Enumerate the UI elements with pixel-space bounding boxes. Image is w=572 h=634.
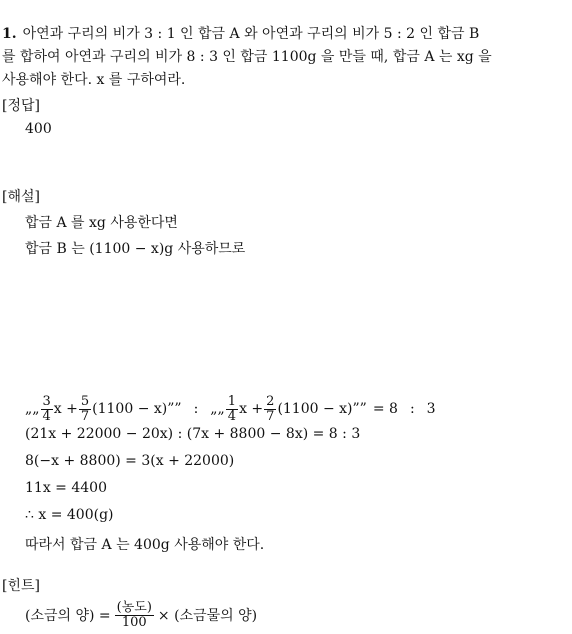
- solution-heading: [해설]: [2, 189, 40, 205]
- problem-text-1: 아연과 구리의 비가 3 : 1 인 합금 A 와 아연과 구리의 비가 5 : 2 인 합금 B: [22, 26, 480, 42]
- eq1-fraction-4: [264, 395, 276, 424]
- eq1-plus-1: x +: [53, 401, 78, 417]
- eq1-frac1-numerator: 3: [42, 393, 51, 409]
- eq1-tail-1: (1100 − x)””: [92, 401, 182, 417]
- eq1-frac2-numerator: 5: [80, 393, 90, 409]
- hint-formula: [25, 596, 257, 634]
- eq1-quote-open: „„: [25, 401, 40, 417]
- problem-line-1: [2, 23, 570, 46]
- eq1-frac1-denominator: 4: [42, 408, 51, 424]
- eq1-frac4-denominator: 7: [266, 408, 275, 424]
- problem-line-2: 를 합하여 아연과 구리의 비가 8 : 3 인 합금 1100g 을 만들 때, 합금 A 는 xg 을: [2, 49, 492, 65]
- eq1-frac4-numerator: 2: [266, 393, 275, 409]
- eq1-colon: :: [193, 401, 199, 417]
- hint-rhs: × (소금물의 양): [157, 608, 258, 624]
- solution-line-1: 합금 A 를 xg 사용한다면: [25, 215, 178, 231]
- solution-equation-5: ∴ x = 400(g): [25, 507, 114, 523]
- hint-frac-denominator: 100: [121, 614, 147, 630]
- eq1-rhs: 3: [426, 401, 436, 417]
- eq1-frac2-denominator: 7: [80, 408, 90, 424]
- eq1-fraction-3: [226, 395, 238, 424]
- solution-conclusion: 따라서 합금 A 는 400g 사용해야 한다.: [25, 537, 265, 553]
- problem-line-3: 사용해야 한다. x 를 구하여라.: [2, 72, 186, 88]
- eq1-plus-2: x +: [239, 401, 264, 417]
- eq1-tail-2: (1100 − x)””: [277, 401, 367, 417]
- eq1-frac3-numerator: 1: [227, 393, 237, 409]
- answer-heading: [정답]: [2, 98, 40, 114]
- eq1-quote-mid: „„: [210, 401, 225, 417]
- solution-equation-1: [25, 390, 436, 428]
- hint-heading: [힌트]: [2, 578, 40, 594]
- solution-line-2: 합금 B 는 (1100 − x)g 사용하므로: [25, 241, 246, 257]
- hint-lhs: (소금의 양) =: [25, 608, 111, 624]
- answer-value: 400: [25, 121, 52, 137]
- eq1-colon-2: :: [409, 401, 415, 417]
- problem-number: 1.: [2, 26, 17, 42]
- eq1-equals: = 8: [372, 401, 398, 417]
- hint-frac-numerator: (농도): [116, 599, 152, 615]
- solution-equation-2: (21x + 22000 − 20x) : (7x + 8800 − 8x) = 8 : 3: [25, 426, 361, 442]
- eq1-frac3-denominator: 4: [227, 408, 237, 424]
- solution-equation-3: 8(−x + 8800) = 3(x + 22000): [25, 453, 235, 469]
- hint-fraction: [115, 601, 154, 630]
- solution-equation-4: 11x = 4400: [25, 480, 107, 496]
- problem-statement: [2, 23, 570, 92]
- eq1-fraction-2: [79, 395, 91, 424]
- eq1-fraction-1: [41, 395, 53, 424]
